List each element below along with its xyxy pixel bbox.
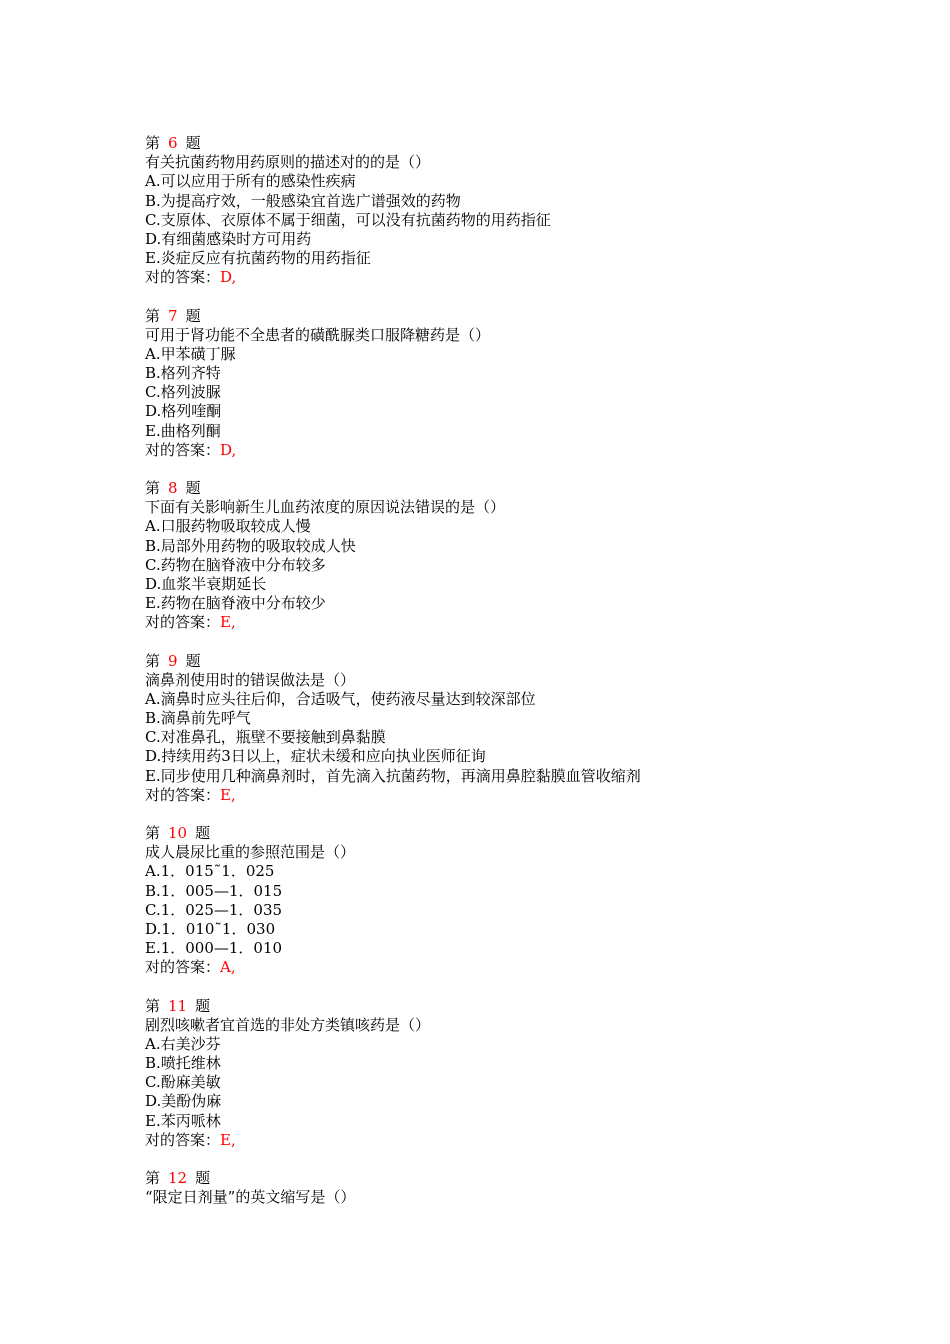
question-number: 10 (168, 824, 188, 842)
answer-option: A.可以应用于所有的感染性疾病 (145, 172, 356, 191)
question-suffix: 题 (185, 651, 201, 670)
question-suffix: 题 (195, 996, 211, 1015)
answer-option: A.滴鼻时应头往后仰，合适吸气，使药液尽量达到较深部位 (145, 689, 536, 708)
answer-option: C.对准鼻孔，瓶壁不要接触到鼻黏膜 (145, 728, 386, 747)
question-prefix: 第 (145, 306, 161, 325)
answer-option: E.苯丙哌林 (145, 1111, 221, 1130)
question-prefix: 第 (145, 479, 161, 497)
question-header (145, 1169, 905, 1188)
question-header (145, 997, 905, 1016)
question-prefix: 第 (145, 651, 161, 670)
question-prefix: 第 (145, 996, 161, 1015)
answer-option: D.持续用药3日以上，症状未缓和应向执业医师征询 (145, 747, 486, 766)
answer-value: D, (220, 268, 237, 287)
answer-option: A.1．015˜1．025 (145, 862, 275, 881)
question-header (145, 307, 905, 326)
question-stem: 有关抗菌药物用药原则的描述对的的是（） (145, 153, 431, 172)
answer-option: C.药物在脑脊液中分布较多 (145, 555, 326, 574)
correct-answer (145, 786, 905, 805)
answer-option: D.有细菌感染时方可用药 (145, 229, 312, 248)
correct-answer (145, 1131, 905, 1150)
question-number: 7 (168, 306, 178, 325)
answer-option: D.1．010˜1．030 (145, 919, 276, 938)
answer-option: C.酚麻美敏 (145, 1073, 221, 1092)
question-list (145, 134, 905, 1226)
question-header (145, 134, 905, 153)
question-stem: “限定日剂量”的英文缩写是（） (145, 1188, 356, 1207)
question-12 (145, 1169, 905, 1207)
answer-option: D.美酚伪麻 (145, 1092, 222, 1111)
question-suffix: 题 (185, 306, 201, 325)
answer-option: E.1．000—1．010 (145, 939, 283, 958)
question-header (145, 824, 905, 843)
answer-option: B.喷托维林 (145, 1054, 221, 1073)
question-stem: 成人晨尿比重的参照范围是（） (145, 843, 356, 862)
correct-answer (145, 441, 905, 460)
answer-option: B.格列齐特 (145, 364, 221, 383)
question-7 (145, 307, 905, 461)
answer-option: D.格列喹酮 (145, 402, 222, 421)
question-number: 9 (168, 651, 178, 670)
question-suffix: 题 (195, 1169, 211, 1187)
question-10 (145, 824, 905, 978)
question-stem: 下面有关影响新生儿血药浓度的原因说法错误的是（） (145, 498, 506, 517)
question-number: 6 (168, 134, 178, 152)
question-stem: 可用于肾功能不全患者的磺酰脲类口服降糖药是（） (145, 325, 491, 344)
answer-value: E, (220, 785, 236, 804)
question-suffix: 题 (195, 824, 211, 842)
answer-option: C.1．025—1．035 (145, 900, 283, 919)
answer-value: E, (220, 1130, 236, 1149)
answer-option: B.局部外用药物的吸取较成人快 (145, 536, 356, 555)
answer-option: C.支原体、衣原体不属于细菌，可以没有抗菌药物的用药指征 (145, 210, 551, 229)
answer-label: 对的答案： (145, 785, 221, 804)
question-prefix: 第 (145, 134, 161, 152)
question-number: 8 (168, 479, 178, 497)
question-prefix: 第 (145, 824, 161, 842)
question-11 (145, 997, 905, 1151)
answer-option: C.格列波脲 (145, 383, 221, 402)
question-prefix: 第 (145, 1169, 161, 1187)
question-header (145, 652, 905, 671)
answer-option: A.甲苯磺丁脲 (145, 344, 236, 363)
question-8 (145, 479, 905, 633)
question-stem: 滴鼻剂使用时的错误做法是（） (145, 670, 356, 689)
question-header (145, 479, 905, 498)
answer-option: B.1．005—1．015 (145, 881, 283, 900)
question-6 (145, 134, 905, 288)
answer-option: E.炎症反应有抗菌药物的用药指征 (145, 249, 371, 268)
answer-label: 对的答案： (145, 958, 221, 977)
answer-option: D.血浆半衰期延长 (145, 574, 267, 593)
answer-label: 对的答案： (145, 440, 221, 459)
answer-option: E.曲格列酮 (145, 421, 221, 440)
correct-answer (145, 268, 905, 287)
answer-option: B.滴鼻前先呼气 (145, 709, 251, 728)
question-stem: 剧烈咳嗽者宜首选的非处方类镇咳药是（） (145, 1015, 431, 1034)
question-suffix: 题 (185, 479, 201, 497)
question-number: 11 (168, 996, 188, 1015)
answer-option: A.口服药物吸取较成人慢 (145, 517, 311, 536)
correct-answer (145, 958, 905, 977)
answer-value: A, (220, 958, 236, 977)
answer-label: 对的答案： (145, 268, 221, 287)
answer-value: E, (220, 613, 236, 632)
correct-answer (145, 613, 905, 632)
answer-option: E.药物在脑脊液中分布较少 (145, 594, 326, 613)
answer-option: B.为提高疗效，一般感染宜首选广谱强效的药物 (145, 191, 461, 210)
answer-value: D, (220, 440, 237, 459)
question-number: 12 (168, 1169, 188, 1187)
answer-label: 对的答案： (145, 613, 221, 632)
answer-label: 对的答案： (145, 1130, 221, 1149)
answer-option: A.右美沙芬 (145, 1034, 221, 1053)
question-9 (145, 652, 905, 806)
question-suffix: 题 (185, 134, 201, 152)
answer-option: E.同步使用几种滴鼻剂时，首先滴入抗菌药物，再滴用鼻腔黏膜血管收缩剂 (145, 766, 641, 785)
